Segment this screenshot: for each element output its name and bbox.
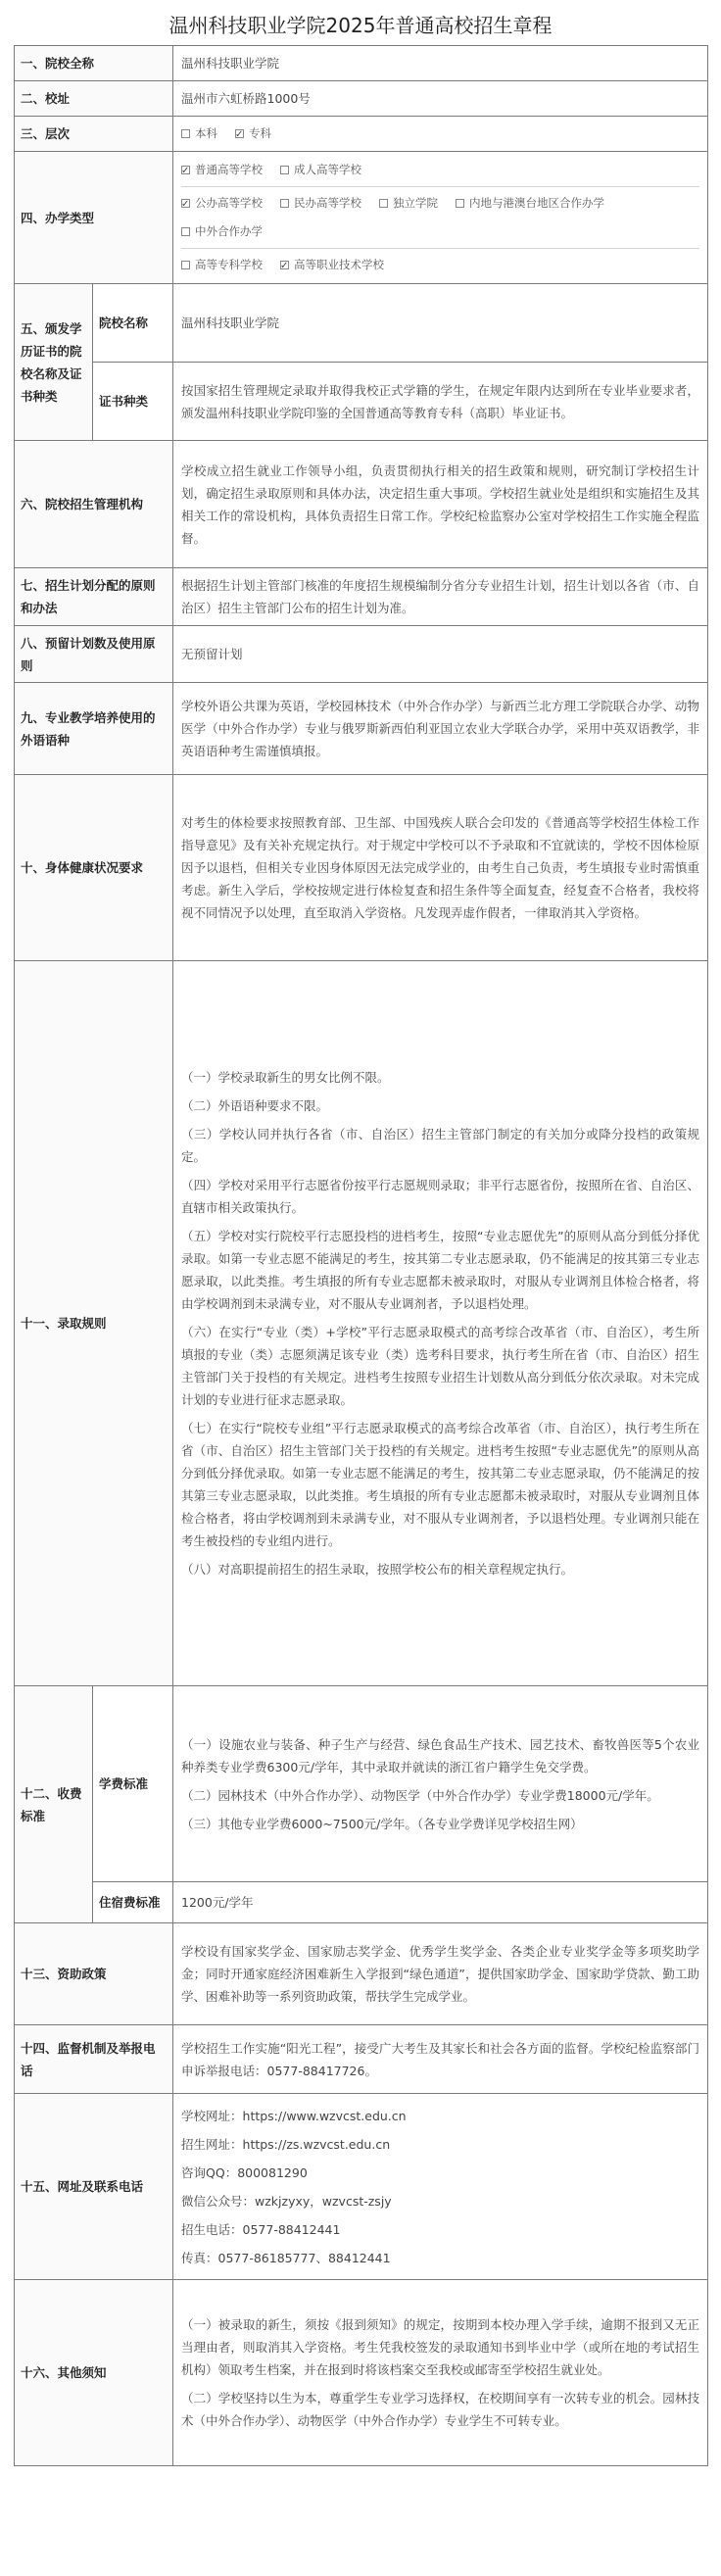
fee-paragraph: （一）设施农业与装备、种子生产与经营、绿色食品生产技术、园艺技术、畜牧兽医等5个农业种养类专业学费6300元/学年，其中录取并就读的浙江省户籍学生免交学费。 xyxy=(181,1736,700,1774)
row-head: 九、专业教学培养使用的外语语种 xyxy=(15,683,173,775)
row-accommodation xyxy=(15,1882,708,1923)
row-certificate-type xyxy=(15,363,708,441)
note-paragraph: （一）被录取的新生，须按《报到须知》的规定，按期到本校办理入学手续，逾期不报到又无正当理由者，则取消其入学资格。考生凭我校签发的录取通知书到毕业中学（或所在地的考试招生机构）领取考生档案，并在报到时将该档案交至我校或邮寄至学校招生就业处。 xyxy=(181,2317,700,2377)
row-value xyxy=(173,961,708,1686)
row-value: 学校招生工作实施“阳光工程”，接受广大考生及其家长和社会各方面的监督。学校纪检监察部门申诉举报电话：0577-88417726。 xyxy=(173,2025,708,2094)
row-contact xyxy=(15,2094,708,2280)
row-value: 学校设有国家奖学金、国家励志奖学金、优秀学生奖学金、各类企业专业奖学金等多项奖助学金；同时开通家庭经济困难新生入学报到“绿色通道”，提供国家助学金、国家助学贷款、勤工助学、困难补助等一系列资助政策，帮扶学生完成学业。 xyxy=(173,1923,708,2025)
option-public: ✓ 公办高等学校 xyxy=(181,192,263,215)
checkbox-checked-icon xyxy=(235,129,244,138)
row-value: 温州市六虹桥路1000号 xyxy=(173,81,708,117)
rule-paragraph: （四）学校对采用平行志愿省份按平行志愿规则录取；非平行志愿省份，按照所在省、自治区、直辖市相关政策执行。 xyxy=(181,1178,700,1215)
row-plan-allocation xyxy=(15,568,708,626)
checkbox-checked-icon xyxy=(280,261,289,269)
fee-paragraph: （二）园林技术（中外合作办学）、动物医学（中外合作办学）专业学费18000元/学年。 xyxy=(181,1787,659,1803)
row-reserved-plan xyxy=(15,626,708,683)
checkbox-icon xyxy=(456,199,464,208)
row-level xyxy=(15,117,708,152)
row-subhead: 院校名称 xyxy=(93,284,173,363)
row-value: 按国家招生管理规定录取并取得我校正式学籍的学生，在规定年限内达到所在专业毕业要求者，颁发温州科技职业学院印鉴的全国普通高等教育专科（高职）毕业证书。 xyxy=(173,363,708,441)
option-line xyxy=(181,249,699,281)
option-line xyxy=(181,187,699,249)
option-line xyxy=(181,154,699,187)
row-value: 根据招生计划主管部门核准的年度招生规模编制分省分专业招生计划，招生计划以各省（市、自治区）招生主管部门公布的招生计划为准。 xyxy=(173,568,708,626)
checkbox-checked-icon xyxy=(181,166,190,174)
row-head: 二、校址 xyxy=(15,81,173,117)
row-value: 1200元/学年 xyxy=(173,1882,708,1923)
row-head: 五、颁发学历证书的院校名称及证书种类 xyxy=(15,284,93,441)
row-value xyxy=(173,2094,708,2280)
option-associate: ✓ 专科 xyxy=(235,122,271,145)
option-private: 民办高等学校 xyxy=(280,192,361,215)
row-supervision xyxy=(15,2025,708,2094)
row-value xyxy=(173,1686,708,1882)
rule-paragraph: （七）在实行“院校专业组”平行志愿录取模式的高考综合改革省（市、自治区），执行考生所在省（市、自治区）招生主管部门关于投档的有关规定。进档考生按照“专业志愿优先”的原则从高分到低分择优录取。如第一专业志愿不能满足的考生，按其第二专业志愿录取，仍不能满足的按其第三专业志愿录取，以此类推。考生填报的所有专业志愿都未被录取时，对服从专业调剂且体检合格者，将由学校调剂到未录满专业，对不服从专业调剂者，予以退档处理。专业调剂只能在考生被投档的专业组内进行。 xyxy=(181,1421,700,1548)
row-foreign-language xyxy=(15,683,708,775)
school-website: 学校网址：https://www.wzvcst.edu.cn xyxy=(181,2108,407,2123)
checkbox-icon xyxy=(280,199,289,208)
row-subhead: 学费标准 xyxy=(93,1686,173,1882)
row-other-notes xyxy=(15,2280,708,2466)
fax: 传真：0577-86185777、88412441 xyxy=(181,2250,391,2265)
admission-phone: 招生电话：0577-88412441 xyxy=(181,2221,341,2237)
row-head: 十六、其他须知 xyxy=(15,2280,173,2466)
rule-paragraph: （三）学校认同并执行各省（市、自治区）招生主管部门制定的有关加分或降分投档的政策规定。 xyxy=(181,1127,700,1164)
row-admission-rules xyxy=(15,961,708,1686)
page-title: 温州科技职业学院2025年普通高校招生章程 xyxy=(168,14,553,37)
row-value: 温州科技职业学院 xyxy=(173,284,708,363)
admission-website: 招生网址：https://zs.wzvcst.edu.cn xyxy=(181,2136,391,2152)
option-line xyxy=(181,122,699,145)
consult-qq: 咨询QQ：800081290 xyxy=(181,2164,308,2180)
option-independent: 独立学院 xyxy=(379,192,438,215)
row-value: 学校成立招生就业工作领导小组，负责贯彻执行相关的招生政策和规则，研究制订学校招生计划，确定招生录取原则和具体办法，决定招生重大事项。学校招生就业处是组织和实施招生及其相关工作的常设机构，具体负责招生日常工作。学校纪检监察办公室对学校招生工作实施全程监督。 xyxy=(173,441,708,568)
checkbox-icon xyxy=(181,129,190,138)
row-head: 十、身体健康状况要求 xyxy=(15,775,173,961)
row-full-name xyxy=(15,46,708,81)
row-certificate-school xyxy=(15,284,708,363)
rule-paragraph: （五）学校对实行院校平行志愿投档的进档考生，按照“专业志愿优先”的原则从高分到低分择优录取。如第一专业志愿不能满足的考生，按其第二专业志愿录取，仍不能满足的按其第三专业志愿录取，以此类推。考生填报的所有专业志愿都未被录取时，对服从专业调剂且体检合格者，将由学校调剂到未录满专业，对不服从专业调剂者，予以退档处理。 xyxy=(181,1229,700,1311)
row-value: 对考生的体检要求按照教育部、卫生部、中国残疾人联合会印发的《普通高等学校招生体检工作指导意见》及有关补充规定执行。对于规定中学校可以不予录取和不宜就读的，学校不因体检原因予以退档，但相关专业因身体原因无法完成学业的，由考生自己负责，考生填报专业时需慎重考虑。新生入学后，学校按规定进行体检复查和招生条件等全面复查，经复查不合格者，我校将视不同情况予以处理，直至取消入学资格。凡发现弄虚作假者，一律取消其入学资格。 xyxy=(173,775,708,961)
row-address xyxy=(15,81,708,117)
option-sino-foreign: 中外合作办学 xyxy=(181,220,263,243)
option-regular: ✓ 普通高等学校 xyxy=(181,159,263,181)
row-head: 一、院校全称 xyxy=(15,46,173,81)
option-junior-college: 高等专科学校 xyxy=(181,254,263,276)
option-hk-macau-tw: 内地与港澳台地区合作办学 xyxy=(456,192,604,215)
checkbox-icon xyxy=(181,261,190,269)
row-value: 温州科技职业学院 xyxy=(173,46,708,81)
charter-table xyxy=(14,45,708,2466)
row-value xyxy=(173,2280,708,2466)
rule-paragraph: （一）学校录取新生的男女比例不限。 xyxy=(181,1070,390,1085)
fee-paragraph: （三）其他专业学费6000~7500元/学年。（各专业学费详见学校招生网） xyxy=(181,1816,583,1831)
row-head: 十五、网址及联系电话 xyxy=(15,2094,173,2280)
rule-paragraph: （二）外语语种要求不限。 xyxy=(181,1098,329,1113)
option-bachelor: 本科 xyxy=(181,122,217,145)
row-admission-office xyxy=(15,441,708,568)
row-head: 十一、录取规则 xyxy=(15,961,173,1686)
row-head: 四、办学类型 xyxy=(15,152,173,284)
row-head: 十四、监督机制及举报电话 xyxy=(15,2025,173,2094)
row-value xyxy=(173,117,708,152)
note-paragraph: （二）学校坚持以生为本，尊重学生专业学习选择权，在校期间享有一次转专业的机会。园林技术（中外合作办学）、动物医学（中外合作办学）专业学生不可转专业。 xyxy=(181,2391,700,2428)
option-vocational: ✓ 高等职业技术学校 xyxy=(280,254,384,276)
row-value: 无预留计划 xyxy=(173,626,708,683)
row-subhead: 住宿费标准 xyxy=(93,1882,173,1923)
checkbox-icon xyxy=(280,166,289,174)
row-head: 八、预留计划数及使用原则 xyxy=(15,626,173,683)
row-health xyxy=(15,775,708,961)
row-school-type xyxy=(15,152,708,284)
row-head: 六、院校招生管理机构 xyxy=(15,441,173,568)
row-subhead: 证书种类 xyxy=(93,363,173,441)
row-head: 十二、收费标准 xyxy=(15,1686,93,1923)
row-head: 三、层次 xyxy=(15,117,173,152)
row-head: 七、招生计划分配的原则和办法 xyxy=(15,568,173,626)
wechat-account: 微信公众号：wzkjzyxy，wzvcst-zsjy xyxy=(181,2193,392,2209)
rule-paragraph: （六）在实行“专业（类）+学校”平行志愿录取模式的高考综合改革省（市、自治区），考生所填报的专业（类）志愿须满足该专业（类）选考科目要求，执行考生所在省（市、自治区）招生主管部门关于投档的有关规定。进档考生按照专业招生计划数从高分到低分依次录取。对未完成计划的专业进行征求志愿录取。 xyxy=(181,1325,700,1407)
row-tuition xyxy=(15,1686,708,1882)
row-head: 十三、资助政策 xyxy=(15,1923,173,2025)
checkbox-icon xyxy=(181,227,190,236)
checkbox-icon xyxy=(379,199,388,208)
row-financial-aid xyxy=(15,1923,708,2025)
checkbox-checked-icon xyxy=(181,199,190,208)
row-value xyxy=(173,152,708,284)
rule-paragraph: （八）对高职提前招生的招生录取，按照学校公布的相关章程规定执行。 xyxy=(181,1562,574,1577)
option-adult: 成人高等学校 xyxy=(280,159,361,181)
row-value: 学校外语公共课为英语，学校园林技术（中外合作办学）与新西兰北方理工学院联合办学、动物医学（中外合作办学）专业与俄罗斯新西伯利亚国立农业大学联合办学，采用中英双语教学，非英语语种考生需谨慎填报。 xyxy=(173,683,708,775)
